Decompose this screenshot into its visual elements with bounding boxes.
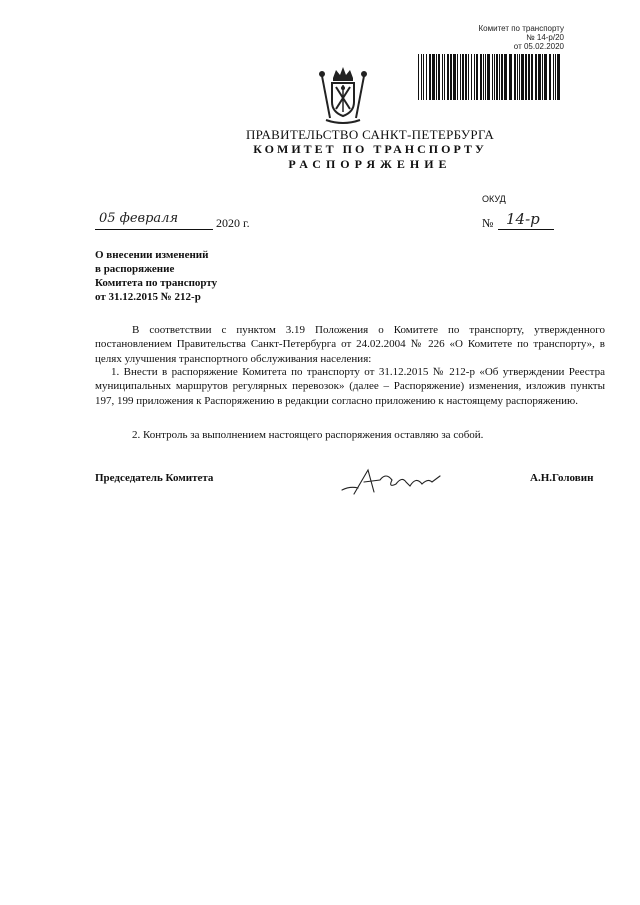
barcode-bar [418,54,419,100]
barcode-bar [557,54,560,100]
barcode-bar [462,54,464,100]
barcode-bar [429,54,431,100]
barcode-bar [492,54,493,100]
barcode-bar [487,54,490,100]
barcode-bar [555,54,556,100]
subject-line4: от 31.12.2015 № 212-р [95,291,201,303]
barcode-bar [549,54,551,100]
handwritten-date: 05 февраля [99,211,179,226]
barcode-bar [453,54,456,100]
barcode-bar [457,54,458,100]
barcode-bar [468,54,469,100]
registration-stamp [440,24,564,51]
date-field [95,211,213,230]
barcode-bar [499,54,500,100]
barcode-bar [432,54,435,100]
barcode-bar [544,54,547,100]
barcode-bar [426,54,427,100]
barcode-bar [447,54,449,100]
subject-line1: О внесении изменений [95,249,209,261]
committee-name: КОМИТЕТ ПО ТРАНСПОРТУ [253,142,487,156]
barcode-bar [501,54,503,100]
body-paragraph-2: 1. Внести в распоряжение Комитета по транспорту от 31.12.2015 № 212-р «Об утверждении Реестра муниципальных маршрутов регулярных перевозок» (далее – Распоряжение) изменения, изложив пункты 197, 199 приложения к Распоряжению в редакции согласно приложению к настоящему распоряжению. [95,366,605,407]
barcode-bar [496,54,498,100]
barcode-bar [423,54,424,100]
barcode-bar [444,54,445,100]
barcode-bar [471,54,472,100]
signer-title: Председатель Комитета [95,472,214,484]
barcode-bar [483,54,484,100]
number-sign: № [482,216,494,230]
barcode-bar [476,54,478,100]
number-field [498,210,554,230]
barcode-bar [465,54,467,100]
handwritten-number: 14-р [506,210,540,228]
registration-stamp-line3: от 05.02.2020 [513,42,564,51]
body-paragraph-1: В соответствии с пунктом 3.19 Положения о Комитете по транспорту, утвержденного постановлением Правительства Санкт-Петербурга от 24.02.2004 № 226 «О Комитете по транспорту», в целях улучшения транспортного обслуживания населения: [95,324,605,365]
barcode-bar [504,54,507,100]
subject-line2: в распоряжение [95,263,175,275]
barcode [418,54,560,100]
barcode-bar [442,54,443,100]
barcode-bar [521,54,524,100]
body-paragraph-3: 2. Контроль за выполнением настоящего распоряжения оставляю за собой. [132,429,484,441]
barcode-bar [542,54,543,100]
barcode-bar [525,54,527,100]
government-name: ПРАВИТЕЛЬСТВО САНКТ-ПЕТЕРБУРГА [245,127,495,142]
date-year: 2020 г. [216,216,250,230]
document-subject [95,248,217,304]
barcode-bar [450,54,452,100]
barcode-bar [436,54,437,100]
barcode-bar [514,54,516,100]
barcode-bar [421,54,422,100]
barcode-bar [517,54,518,100]
subject-line3: Комитета по транспорту [95,277,218,289]
coat-of-arms-emblem [316,64,370,126]
okud-label: ОКУД [482,194,506,204]
barcode-bar [535,54,537,100]
barcode-bar [553,54,554,100]
barcode-bar [438,54,440,100]
handwritten-signature [340,466,446,496]
signer-name: А.Н.Головин [530,472,594,484]
barcode-bar [474,54,475,100]
barcode-bar [460,54,461,100]
barcode-bar [519,54,520,100]
barcode-bar [494,54,495,100]
registration-stamp-line2: № 14-р/20 [526,33,564,42]
barcode-bar [485,54,486,100]
barcode-bar [480,54,482,100]
barcode-bar [538,54,541,100]
barcode-bar [509,54,512,100]
barcode-bar [531,54,533,100]
registration-stamp-line1: Комитет по транспорту [478,24,564,33]
document-type: РАСПОРЯЖЕНИЕ [288,157,452,171]
barcode-bar [528,54,530,100]
